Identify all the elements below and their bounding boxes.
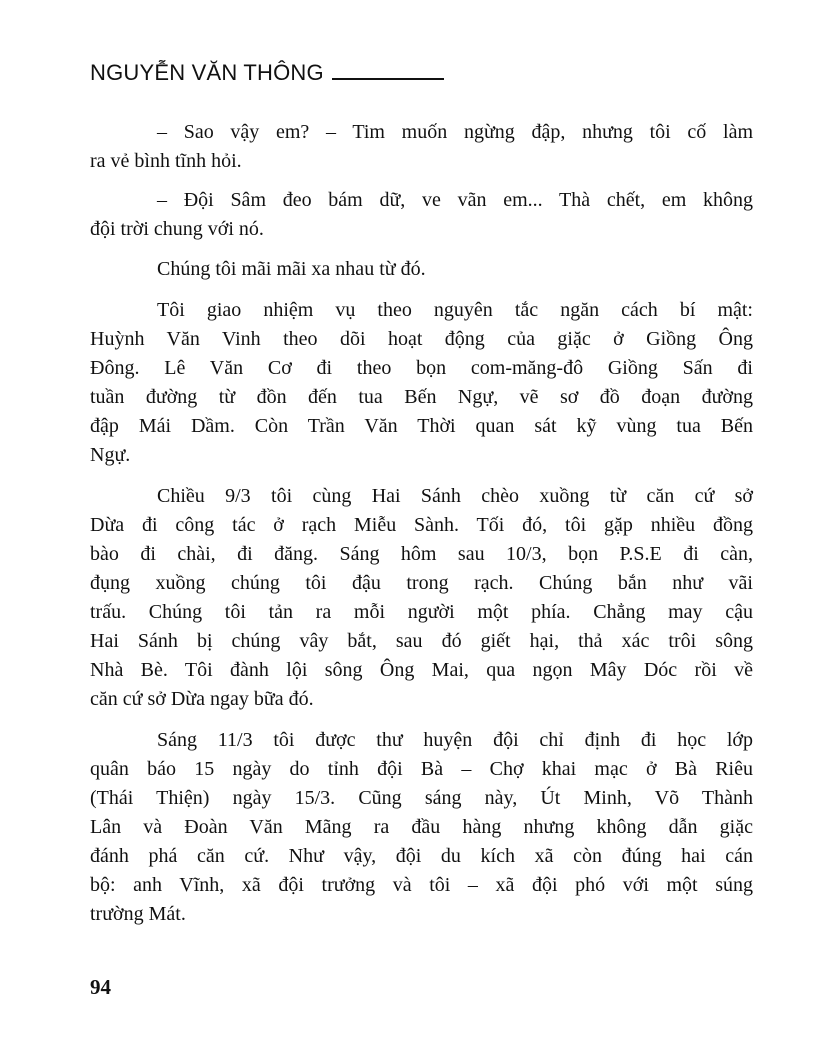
text-line: Sáng 11/3 tôi được thư huyện đội chỉ định đi học lớp xyxy=(157,729,753,751)
text-line: (Thái Thiện) ngày 15/3. Cũng sáng này, Út Minh, Võ Thành xyxy=(90,787,753,809)
text-line: trường Mát. xyxy=(90,903,186,925)
text-line: đội trời chung với nó. xyxy=(90,218,264,240)
text-line: – Đội Sâm đeo bám dữ, ve vãn em... Thà chết, em không xyxy=(157,189,753,211)
paragraph xyxy=(90,118,753,176)
text-line: Tôi giao nhiệm vụ theo nguyên tắc ngăn cách bí mật: xyxy=(157,299,753,321)
text-line: Lân và Đoàn Văn Mãng ra đầu hàng nhưng không dẫn giặc xyxy=(90,816,753,838)
paragraph xyxy=(90,296,753,470)
text-line: Chúng tôi mãi mãi xa nhau từ đó. xyxy=(157,258,426,280)
text-line: đụng xuồng chúng tôi đậu trong rạch. Chúng bắn như vãi xyxy=(90,572,753,594)
paragraph xyxy=(90,726,753,929)
text-line: căn cứ sở Dừa ngay bữa đó. xyxy=(90,688,314,710)
running-header xyxy=(90,60,444,86)
text-line: Ngự. xyxy=(90,444,131,466)
text-line: Huỳnh Văn Vinh theo dõi hoạt động của giặc ở Giồng Ông xyxy=(90,328,753,350)
text-line: đập Mái Dầm. Còn Trần Văn Thời quan sát kỹ vùng tua Bến xyxy=(90,415,753,437)
text-line: quân báo 15 ngày do tỉnh đội Bà – Chợ khai mạc ở Bà Riêu xyxy=(90,758,753,780)
page-number: 94 xyxy=(90,975,111,999)
text-line: trấu. Chúng tôi tản ra mỗi người một phía. Chẳng may cậu xyxy=(90,601,753,623)
author-name: NGUYỄN VĂN THÔNG xyxy=(90,60,324,85)
text-line: bộ: anh Vĩnh, xã đội trưởng và tôi – xã đội phó với một súng xyxy=(90,874,753,896)
header-rule xyxy=(332,77,444,80)
paragraph xyxy=(90,186,753,244)
text-line: tuần đường từ đồn đến tua Bến Ngự, vẽ sơ đồ đoạn đường xyxy=(90,386,753,408)
text-line: bào đi chài, đi đăng. Sáng hôm sau 10/3, bọn P.S.E đi càn, xyxy=(90,543,753,565)
paragraph xyxy=(90,255,753,284)
text-line: Đông. Lê Văn Cơ đi theo bọn com-măng-đô Giồng Sấn đi xyxy=(90,357,753,379)
text-line: Chiều 9/3 tôi cùng Hai Sánh chèo xuồng từ căn cứ sở xyxy=(157,485,753,507)
text-line: ra vẻ bình tĩnh hỏi. xyxy=(90,150,242,172)
text-line: Nhà Bè. Tôi đành lội sông Ông Mai, qua ngọn Mây Dóc rồi về xyxy=(90,659,753,681)
text-line: đánh phá căn cứ. Như vậy, đội du kích xã còn đúng hai cán xyxy=(90,845,753,867)
text-line: – Sao vậy em? – Tim muốn ngừng đập, nhưng tôi cố làm xyxy=(157,121,753,143)
text-line: Hai Sánh bị chúng vây bắt, sau đó giết hại, thả xác trôi sông xyxy=(90,630,753,652)
text-line: Dừa đi công tác ở rạch Miễu Sành. Tối đó, tôi gặp nhiều đồng xyxy=(90,514,753,536)
paragraph xyxy=(90,482,753,714)
